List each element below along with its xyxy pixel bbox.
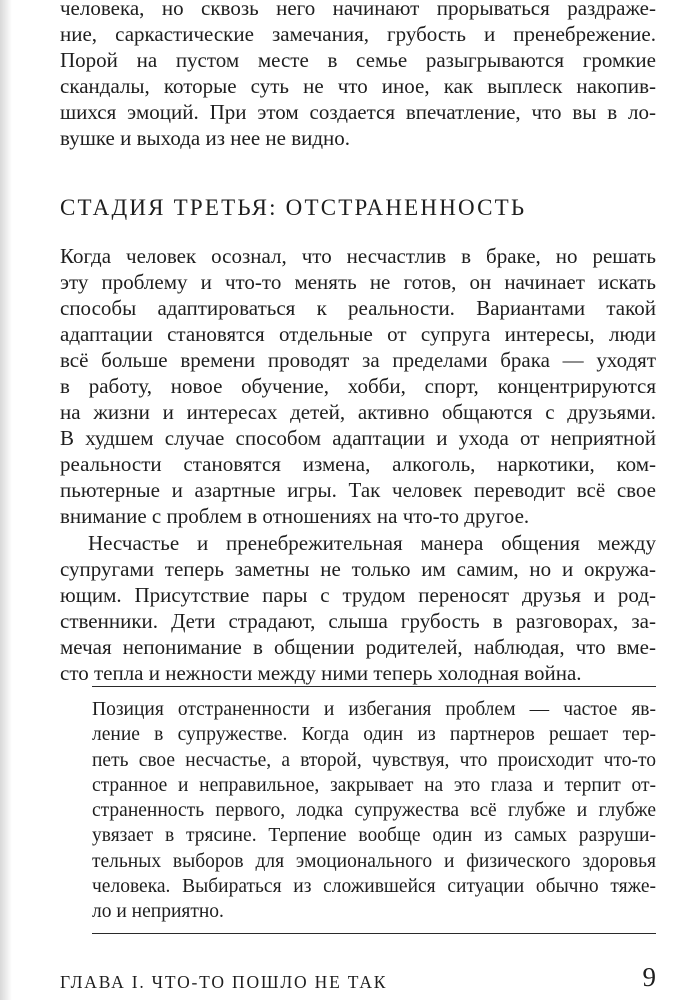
text-line: супругами теперь заметны не только им самим, но и окружа- <box>60 557 656 581</box>
section-heading: СТАДИЯ ТРЕТЬЯ: ОТСТРАНЕННОСТЬ <box>60 195 527 220</box>
text-line: ние, саркастические замечания, грубость и пренебрежение. <box>60 22 656 46</box>
text-line: способы адаптироваться к реальности. Вариантами такой <box>60 296 656 320</box>
text-line: Позиция отстраненности и избегания проблем — частое яв- <box>92 699 656 720</box>
text-line: ющим. Присутствие пары с трудом переносят друзья и род- <box>60 583 656 607</box>
text-line: человека. Выбираться из сложившейся ситуации обычно тяже- <box>92 876 656 898</box>
text-line: адаптации становятся отдельные от супруга интересы, люди <box>60 322 656 346</box>
text-line: Несчастье и пренебрежительная манера общения между <box>88 531 656 555</box>
text-line: шихся эмоций. При этом создается впечатление, что вы в ло- <box>60 100 656 124</box>
text-line: в работу, новое обучение, хобби, спорт, концентрируются <box>60 374 656 398</box>
text-line: странное и неправильное, закрывает на это глаза и терпит от- <box>92 774 656 796</box>
text-line: сто тепла и нежности между ними теперь холодная война. <box>60 661 582 685</box>
page-edge-shadow <box>0 0 12 1000</box>
text-line: внимание с проблем в отношениях на что-то другое. <box>60 504 530 528</box>
text-line: ло и неприятно. <box>92 901 224 923</box>
text-line: Когда человек осознал, что несчастлив в браке, но решать <box>60 244 656 268</box>
text-line: петь свое несчастье, а второй, чувствуя, что происходит что-то <box>92 749 656 771</box>
callout-top-rule <box>92 686 656 687</box>
running-footer-chapter-title: ГЛАВА I. ЧТО-ТО ПОШЛО НЕ ТАК <box>60 972 388 992</box>
text-line: В худшем случае способом адаптации и ухода от неприятной <box>60 426 656 450</box>
text-line: увязает в трясине. Терпение вообще один из самых разруши- <box>92 825 656 847</box>
text-line: страненность первого, лодка супружества всё глубже и глубже <box>92 800 656 822</box>
text-line: человека, но сквозь него начинают прорываться раздраже- <box>60 0 656 20</box>
text-line: Порой на пустом месте в семье разыгрываются громкие <box>60 48 656 72</box>
text-line: мечая непонимание в общении родителей, наблюдая, что вме- <box>60 635 656 659</box>
page-number: 9 <box>642 962 656 992</box>
text-line: на жизни и интересах детей, активно общаются с друзьями. <box>60 400 656 424</box>
text-line: ление в супружестве. Когда один из партнеров решает тер- <box>92 724 656 746</box>
text-line: скандалы, которые суть не что иное, как выплеск накопив- <box>60 74 656 98</box>
text-line: ственники. Дети страдают, слыша грубость в разговорах, за- <box>60 609 656 633</box>
text-line: всё больше времени проводят за пределами брака — уходят <box>60 348 656 372</box>
paragraph-2 <box>60 530 656 686</box>
intro-paragraph <box>60 0 656 151</box>
text-line: вушке и выхода из нее не видно. <box>60 126 351 150</box>
callout-bottom-rule <box>92 933 656 934</box>
paragraph-1 <box>60 243 656 529</box>
text-line: тельных выборов для эмоционального и физического здоровья <box>92 850 656 872</box>
text-line: эту проблему и что-то менять не готов, он начинает искать <box>60 270 656 294</box>
text-line: пьютерные и азартные игры. Так человек переводит всё свое <box>60 478 656 502</box>
callout-text <box>92 697 656 925</box>
text-line: реальности становятся измена, алкоголь, наркотики, ком- <box>60 452 656 476</box>
